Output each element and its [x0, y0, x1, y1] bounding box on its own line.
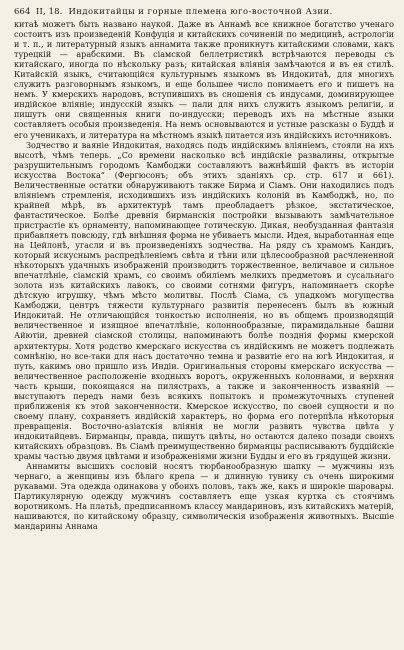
section-number: II, 18.: [36, 6, 63, 16]
paragraph: Зодчество и ваяніе Индокитая, находясь подъ индійскимъ вліяніемъ, стояли на ихъ высотѣ, чѣмъ теперь. „Со времени насколько всѣ индійскіе развалины, открытые разрушительнымъ городомъ Камбоджи составляютъ важнѣйшій фактъ въ исторіи искусства Востока“ (Фергюсонъ; объ этихъ зданіяхъ ср. стр. 617 и 661). Величественные остатки обнаруживаютъ также Бирма и Сіамъ. Они находились подъ вліяніемъ стремленія, исходившихъ изъ индійскихъ колоній въ Камбоджѣ, но, по крайней мѣрѣ, въ архитектурѣ тамъ преобладаетъ рѣзкое, экстатическое, фантастическое. Болѣе древнія бирманскія постройки вызываютъ замѣчательное пристрастіе къ орнаменту, напоминающее готическую. Дикая, необузданная фантазія прибавляетъ повсюду, гдѣ внѣшняя форма не убиваетъ мысли. Идея, выработанная еще на Цейлонѣ, угасли и въ произведеніяхъ зодчества. На ряду съ храмомъ Кандиъ, который искуснымъ распредѣленіемъ свѣта и тѣни или цѣлесообразной расчлененной нѣкоторыхъ удачныхъ изображеній производитъ торжественное, величавое и сильное впечатлѣніе, сіамскій храмъ, со своимъ обиліемъ мелкихъ предметовъ и сусальнаго золота изъ китайскихъ лавокъ, со своими сотнями фигуръ, напоминаетъ скорѣе дѣтскую игрушку, чѣмъ мѣсто молитвы. Послѣ Сіама, съ упадкомъ могущества Камбоджи, центръ тяжести культурнаго развитія перенесенъ былъ въ южный Индокитай. Не отличающійся тонкостью исполненія, но въ общемъ производящій величественное и изящное впечатлѣніе, колоннообразные, пирамидальные башни Айютіи, древней сіамской столицы, напоминаютъ болѣе позднія формы кмерской архитектуры. Хотя родство кмерскаго искусства съ индійскимъ не можетъ подлежать сомнѣнію, но все-таки для насъ достаточно темна и развитіе его на югѣ Индокитая, и путь, какимъ оно пришло изъ Индіи. Оригинальныя стороны кмерскаго искусства — величественное расположеніе входныхъ воротъ, окруженныхъ колоннами, и верхняя часть крыши, покоящаяся на пилястрахъ, а также и законченность изваяній — выступаютъ передъ нами безъ всякихъ попытокъ и промежуточныхъ ступеней приближенія къ этой законченности. Кмерское искусство, по своей сущности и по своему плану, сохраняетъ индійскій характеръ, но форма его потерпѣла нѣкоторыя превращенія. Восточно-азіатскія вліянія не могли развить чувства цвѣта у индокитайцевъ. Бирманцы, правда, пишутъ цвѣты, но остаются далеко позади своихъ китайскихъ образцовъ. Въ Сіамѣ преимущественно бирманцы расписываютъ буддійскіе храмы частью двумя цвѣтами и изображеніями жизни Будды и его въ грядущей жизни.: [14, 140, 394, 462]
paragraph: китаѣ можетъ быть названо наукой. Даже въ Аннамѣ все книжное богатство ученаго состоитъ изъ произведеній Конфуція и китайскихъ сочиненій по медицинѣ, астрологіи и т. п., и литературный языкъ аннамита также проникнутъ китайскими словами, какъ турецкій — арабскими. Въ сіамской беллетристикѣ встрѣчаются переводы съ китайскаго, иногда по нѣскольку разъ; китайская вліянія замѣчаются и въ ея стилѣ. Китайскій языкъ, считающійся культурнымъ языкомъ въ Индокитаѣ, для многихъ служитъ разговорнымъ языкомъ, и еще большее число понимаетъ его и пишетъ на немъ. У кмерскихъ народовъ, вступившихъ въ сношенія съ индусами, доминирующее индійское вліяніе; индусскій языкъ — пали для нихъ служитъ языкомъ религіи, и пишутъ они священныя книги по-индусски; переводъ ихъ на мѣстные языки составляетъ особыя произведенія. На немъ основываются и устные разсказы о Буддѣ и его ученикахъ, и литература на мѣстномъ языкѣ питается изъ индійскихъ источниковъ.: [14, 20, 394, 140]
page-number: 664: [14, 6, 31, 16]
chapter-title: Индокитайцы и горные племена юго-восточной Азии.: [68, 6, 333, 16]
paragraph: Аннамиты высшихъ сословій носятъ тюрбанообразную шапку — мужчины изъ чернаго, а женщины изъ бѣлаго крепа — и длинную тунику съ очень широкими рукавами. Эта одежда одинакова у обоихъ половъ, такъ же, какъ и широкіе шаровары. Партикулярную одежду мужчинъ составляетъ еще узкая куртка съ стоячимъ воротникомъ. На платьѣ, предписанномъ классу мандариновъ, изъ китайскихъ матерій, нашиваются, по китайскому образцу, символическія изображенія животныхъ. Высшіе мандарины Аннама: [14, 462, 394, 532]
running-head: [14, 6, 394, 18]
body-text: [14, 20, 394, 532]
